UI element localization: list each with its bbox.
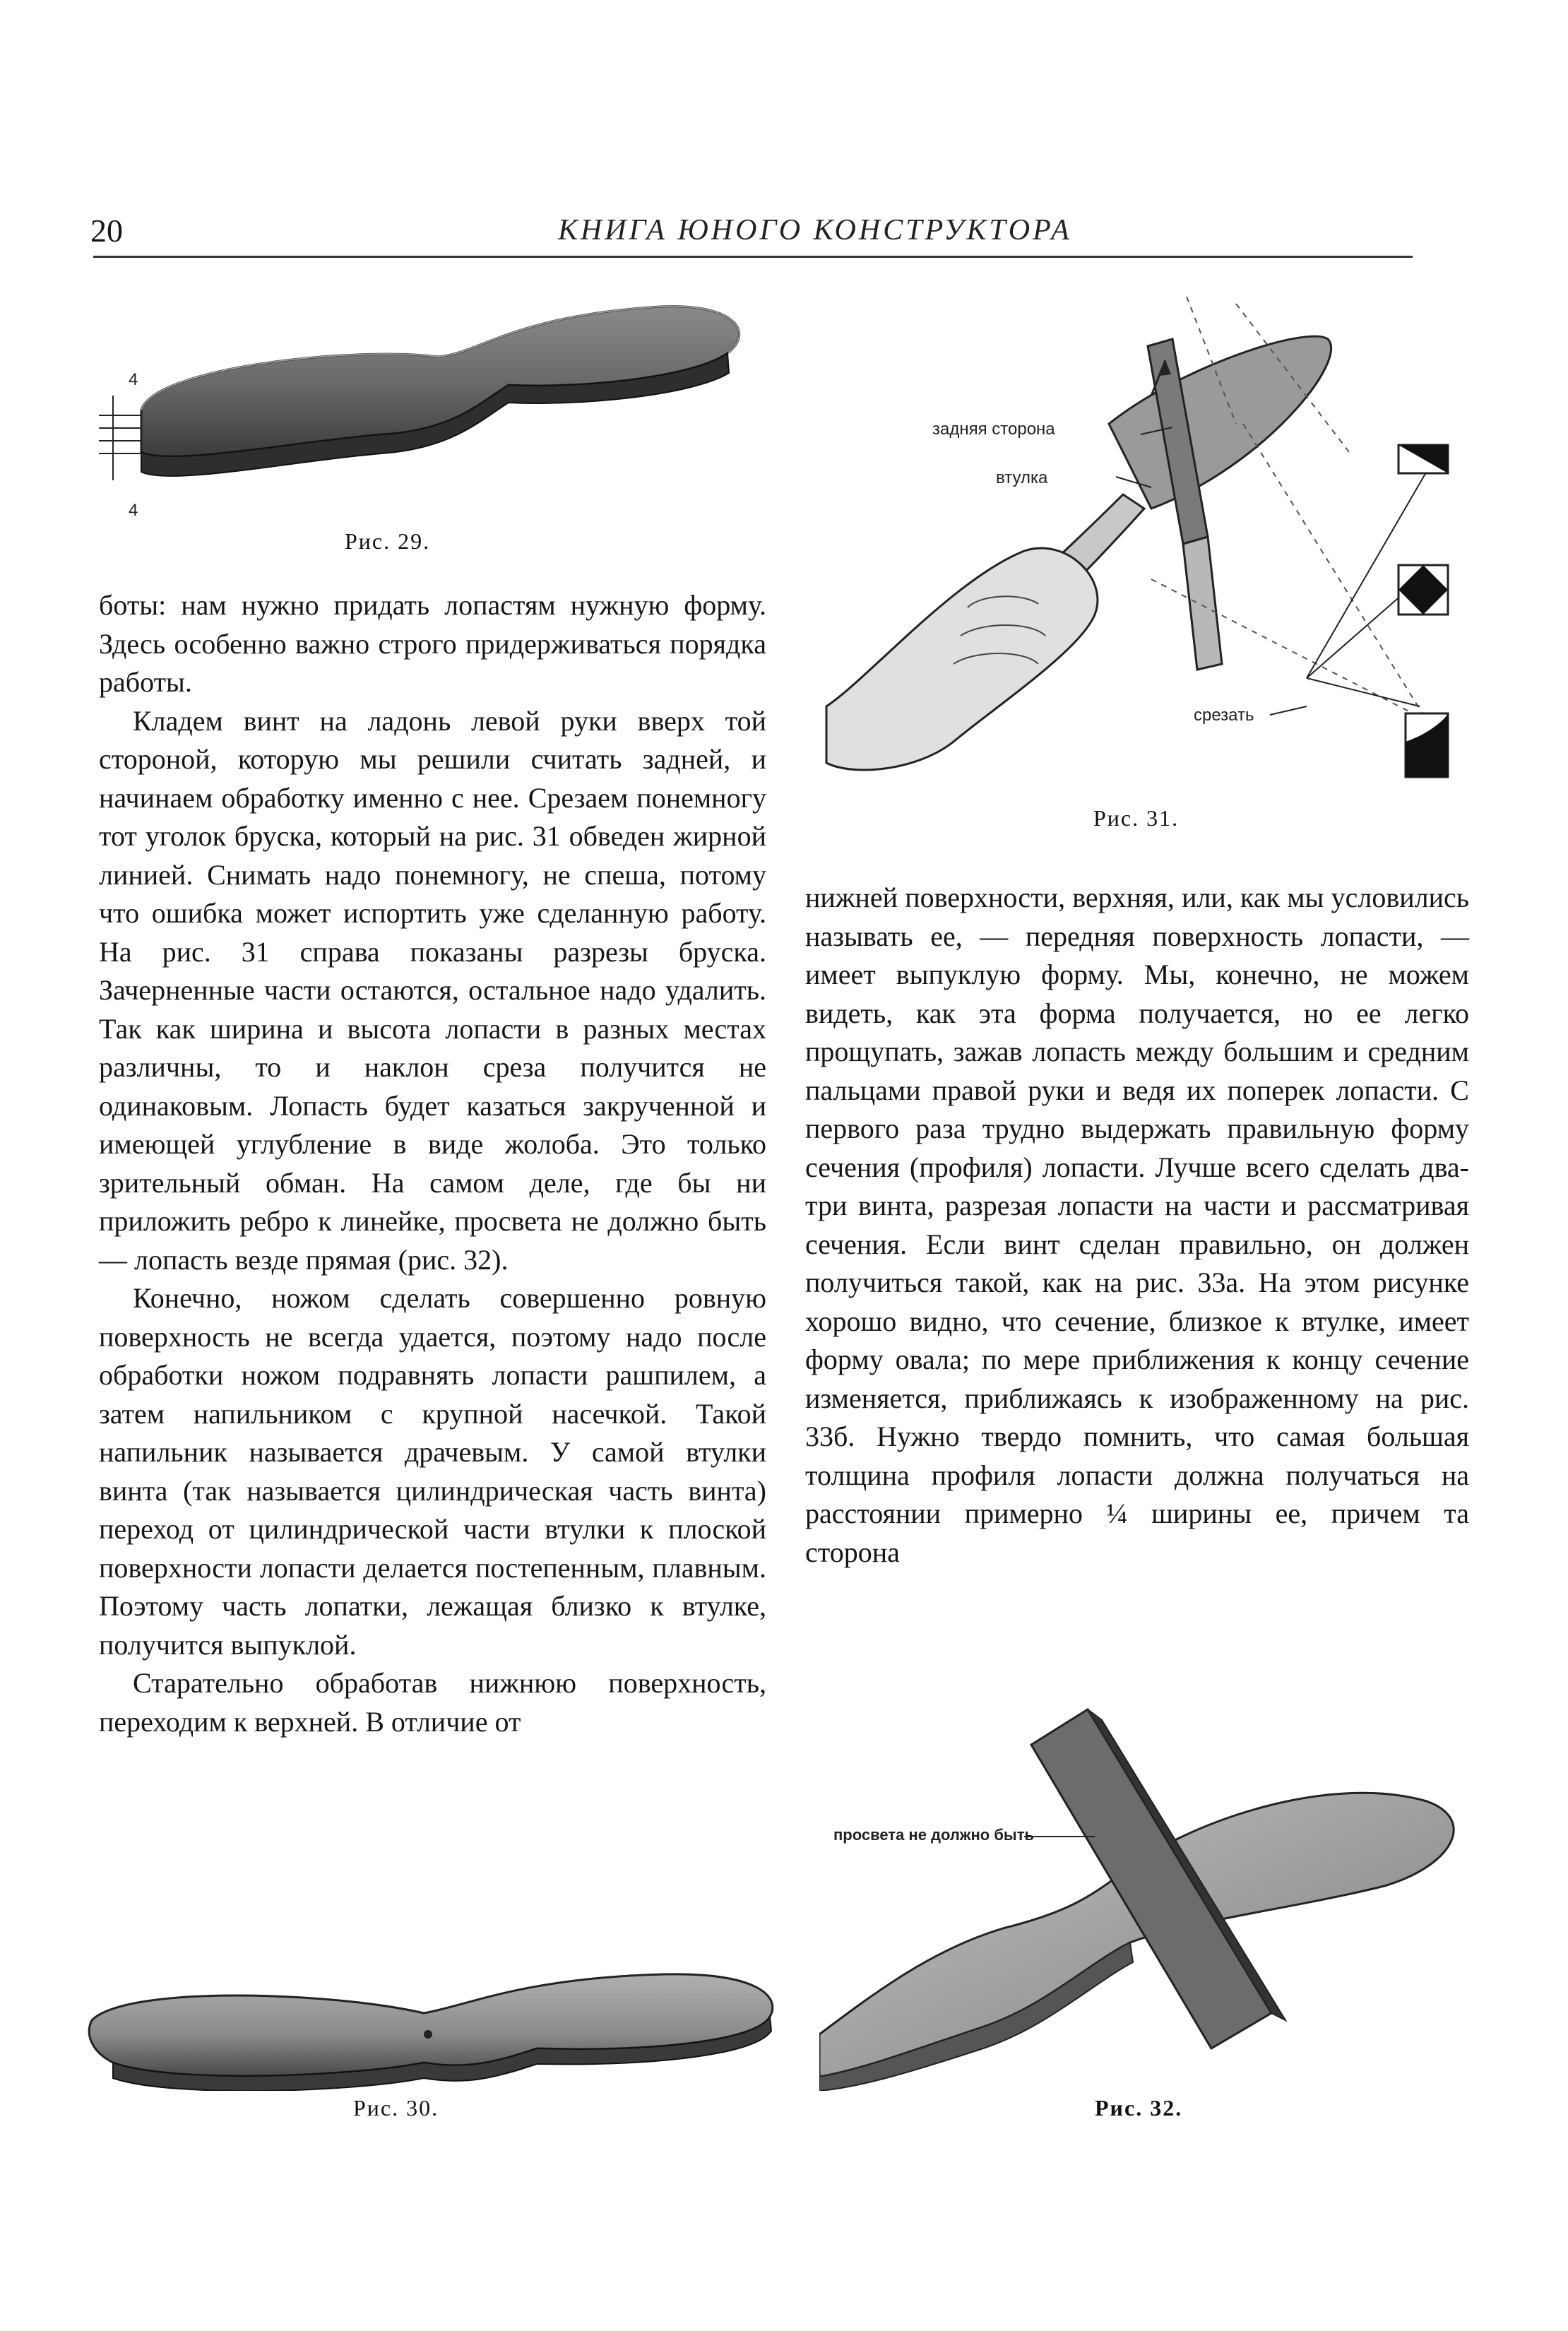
caption-fig-32: Рис. 32.	[1095, 2095, 1183, 2121]
left-para-2: Кладем винт на ладонь левой руки вверх той стороной, которую мы решили считать задней, и начинаем обработку именно с нее. Срезаем понемногу тот уголок бруска, который на рис. 31 обведен жирной линией. Снимать надо понемногу, не спеша, потому что ошибка может испортить уже сделанную работу. На рис. 31 справа показаны разрезы бруска. Зачерненные части остаются, остальное надо удалить. Так как ширина и высота лопасти в разных местах различны, то и наклон среза получится не одинаковым. Лопасть будет казаться закрученной и имеющей углубление в виде жолоба. Это только зрительный обман. На самом деле, где бы ни приложить ребро к линейке, просвета не должно быть — лопасть везде прямая (рис. 32).	[99, 704, 766, 1276]
fig31-label-cut: срезать	[1194, 706, 1254, 725]
running-head: КНИГА ЮНОГО КОНСТРУКТОРА	[558, 214, 1072, 247]
left-column-text	[99, 586, 766, 1928]
fig32-label-gap: просвета не должно быть	[833, 1826, 1034, 1844]
left-para-1: боты: нам нужно придать лопастям нужную форму. Здесь особенно важно строго придерживаться порядка работы.	[99, 589, 766, 698]
caption-fig-30: Рис. 30.	[353, 2095, 439, 2121]
caption-fig-29: Рис. 29.	[345, 528, 431, 554]
figure-29-propeller-blank	[85, 290, 763, 523]
left-para-3: Конечно, ножом сделать совершенно ровную поверхность не всегда удается, поэтому надо после обработки ножом подравнять лопасти рашпилем, а затем напильником с крупной насечкой. Такой напильник называется драчевым. У самой втулки винта (так называется цилиндрическая часть винта) переход от цилиндрической части втулки к плоской поверхности лопасти делается постепенным, плавным. Поэтому часть лопатки, лежащая близко к втулке, получится выпуклой.	[99, 1282, 766, 1661]
caption-fig-31: Рис. 31.	[1093, 805, 1180, 831]
right-column-text	[805, 879, 1469, 1649]
figure-32-straight-edge	[819, 1695, 1476, 2091]
figure-30-finished-propeller	[85, 1964, 784, 2091]
fig31-label-back: задняя сторона	[932, 420, 1055, 439]
right-para-1: нижней поверхности, верхняя, или, как мы условились называть ее, — передняя поверхность лопасти, — имеет выпуклую форму. Мы, конечно, не можем видеть, как эта форма получается, но ее легко прощупать, зажав лопасть между большим и средним пальцами правой руки и ведя их поперек лопасти. С первого раза трудно выдержать правильную форму сечения (профиля) лопасти. Лучше всего сделать два-три винта, разрезая лопасти на части и рассматривая сечения. Если винт сделан правильно, он должен получиться такой, как на рис. 33а. На этом рисунке хорошо видно, что сечение, близкое к втулке, имеет форму овала; по мере приближения к концу сечение изменяется, приближаясь к изображенному на рис. 33б. Нужно твердо помнить, что самая большая толщина профиля лопасти должна получаться на расстоянии примерно ¼ ширины ее, причем та сторона	[805, 882, 1469, 1568]
page-number: 20	[90, 213, 123, 249]
left-para-4: Старательно обработав нижнюю поверхность, переходим к верхней. В отличие от	[99, 1667, 766, 1738]
figure-31-hand-knife	[812, 283, 1462, 798]
fig31-label-hub: втулка	[996, 468, 1048, 487]
fig29-mark-top: 4	[129, 370, 138, 389]
fig29-mark-bottom: 4	[129, 501, 138, 520]
header-rule	[93, 256, 1413, 258]
